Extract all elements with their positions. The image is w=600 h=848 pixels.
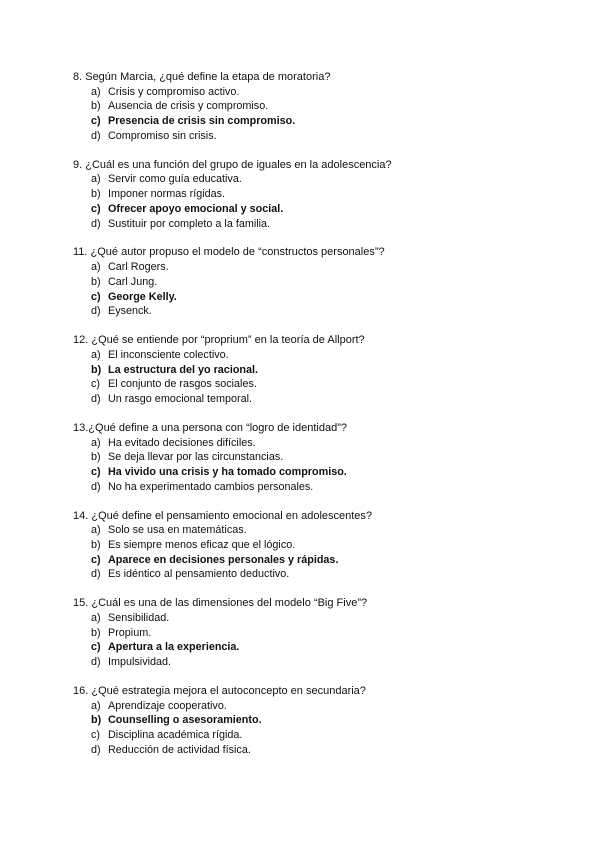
question-text: 9. ¿Cuál es una función del grupo de iguales en la adolescencia? bbox=[73, 158, 392, 171]
option-letter: a) bbox=[91, 173, 101, 186]
question-text: 8. Según Marcia, ¿qué define la etapa de moratoria? bbox=[73, 71, 331, 83]
option-letter: b) bbox=[91, 626, 101, 639]
option-text: Es idéntico al pensamiento deductivo. bbox=[108, 568, 290, 581]
option-letter: c) bbox=[91, 290, 101, 303]
option-text: El inconsciente colectivo. bbox=[108, 348, 229, 361]
option-letter: d) bbox=[91, 743, 101, 756]
option-text: Eysenck. bbox=[108, 305, 152, 318]
answer-option bbox=[73, 626, 580, 641]
option-letter: b) bbox=[91, 538, 101, 551]
option-letter: c) bbox=[91, 202, 101, 215]
answer-option bbox=[73, 187, 580, 202]
question-block bbox=[73, 509, 580, 583]
question-list bbox=[73, 70, 580, 772]
answer-option-correct bbox=[73, 290, 580, 305]
answer-option bbox=[73, 85, 580, 100]
option-text: Compromiso sin crisis. bbox=[108, 129, 217, 142]
option-letter: b) bbox=[91, 188, 101, 201]
option-letter: d) bbox=[91, 392, 101, 405]
option-text: Counselling o asesoramiento. bbox=[108, 714, 262, 727]
option-letter: c) bbox=[91, 378, 100, 391]
option-text: Imponer normas rígidas. bbox=[108, 188, 226, 201]
answer-option-correct bbox=[73, 114, 580, 129]
question-text: 13.¿Qué define a una persona con “logro de identidad”? bbox=[73, 421, 347, 434]
answer-option bbox=[73, 743, 580, 758]
answer-option bbox=[73, 260, 580, 275]
answer-option bbox=[73, 699, 580, 714]
answer-option bbox=[73, 392, 580, 407]
option-letter: c) bbox=[91, 115, 101, 128]
option-letter: a) bbox=[91, 436, 101, 449]
option-text: Sustituir por completo a la familia. bbox=[108, 217, 271, 230]
answer-option bbox=[73, 655, 580, 670]
answer-option bbox=[73, 538, 580, 553]
option-text: Impulsividad. bbox=[108, 656, 172, 669]
answer-option-correct bbox=[73, 713, 580, 728]
option-letter: a) bbox=[91, 85, 101, 98]
option-letter: b) bbox=[91, 451, 101, 464]
option-text: La estructura del yo racional. bbox=[108, 363, 259, 376]
option-text: Es siempre menos eficaz que el lógico. bbox=[108, 538, 296, 551]
option-letter: a) bbox=[91, 611, 101, 624]
option-letter: a) bbox=[91, 699, 101, 712]
answer-option bbox=[73, 611, 580, 626]
question-block bbox=[73, 684, 580, 758]
option-text: No ha experimentado cambios personales. bbox=[108, 480, 314, 493]
option-text: El conjunto de rasgos sociales. bbox=[108, 378, 257, 391]
answer-option bbox=[73, 129, 580, 144]
answer-option bbox=[73, 728, 580, 743]
question-block bbox=[73, 333, 580, 407]
answer-option-correct bbox=[73, 363, 580, 378]
answer-option-correct bbox=[73, 202, 580, 217]
answer-option bbox=[73, 172, 580, 187]
option-text: Ha vivido una crisis y ha tomado compromiso. bbox=[108, 465, 347, 478]
option-letter: d) bbox=[91, 129, 101, 142]
answer-option-correct bbox=[73, 465, 580, 480]
option-letter: b) bbox=[91, 275, 101, 288]
answer-option bbox=[73, 304, 580, 319]
answer-option-correct bbox=[73, 553, 580, 568]
option-letter: c) bbox=[91, 729, 100, 742]
answer-option bbox=[73, 217, 580, 232]
question-block bbox=[73, 158, 580, 232]
option-letter: b) bbox=[91, 363, 102, 376]
question-text: 12. ¿Qué se entiende por “proprium” en la teoría de Allport? bbox=[73, 334, 365, 347]
option-text: Aprendizaje cooperativo. bbox=[108, 699, 227, 712]
option-text: Apertura a la experiencia. bbox=[108, 641, 240, 654]
option-text: Un rasgo emocional temporal. bbox=[108, 392, 253, 405]
question-text: 16. ¿Qué estrategia mejora el autoconcepto en secundaria? bbox=[73, 684, 366, 697]
option-letter: d) bbox=[91, 217, 101, 230]
option-text: Carl Jung. bbox=[108, 275, 158, 288]
answer-option-correct bbox=[73, 640, 580, 655]
option-text: Aparece en decisiones personales y rápidas. bbox=[108, 553, 339, 566]
answer-option bbox=[73, 99, 580, 114]
option-letter: b) bbox=[91, 714, 102, 727]
option-text: Reducción de actividad física. bbox=[108, 743, 251, 756]
option-text: Propium. bbox=[108, 626, 152, 639]
option-text: Se deja llevar por las circunstancias. bbox=[108, 451, 284, 464]
option-letter: a) bbox=[91, 348, 101, 361]
answer-option bbox=[73, 275, 580, 290]
question-text: 14. ¿Qué define el pensamiento emocional en adolescentes? bbox=[73, 509, 373, 522]
option-text: Ha evitado decisiones difíciles. bbox=[108, 436, 256, 449]
answer-option bbox=[73, 567, 580, 582]
option-letter: c) bbox=[91, 641, 101, 654]
option-text: Carl Rogers. bbox=[108, 261, 169, 274]
answer-option bbox=[73, 348, 580, 363]
option-letter: d) bbox=[91, 568, 101, 581]
question-text: 15. ¿Cuál es una de las dimensiones del modelo “Big Five”? bbox=[73, 597, 368, 610]
question-block bbox=[73, 70, 580, 144]
option-text: Solo se usa en matemáticas. bbox=[108, 524, 247, 537]
option-letter: c) bbox=[91, 465, 101, 478]
option-text: Ofrecer apoyo emocional y social. bbox=[108, 202, 284, 215]
option-text: George Kelly. bbox=[108, 290, 177, 303]
option-letter: b) bbox=[91, 100, 101, 113]
option-text: Disciplina académica rígida. bbox=[108, 729, 243, 742]
question-block bbox=[73, 421, 580, 495]
question-block bbox=[73, 245, 580, 319]
answer-option bbox=[73, 436, 580, 451]
option-letter: c) bbox=[91, 553, 101, 566]
option-text: Sensibilidad. bbox=[108, 611, 170, 624]
answer-option bbox=[73, 480, 580, 495]
option-text: Presencia de crisis sin compromiso. bbox=[108, 115, 296, 128]
option-letter: d) bbox=[91, 656, 101, 669]
answer-option bbox=[73, 377, 580, 392]
option-letter: a) bbox=[91, 261, 101, 274]
option-letter: a) bbox=[91, 524, 101, 537]
option-text: Servir como guía educativa. bbox=[108, 173, 242, 186]
answer-option bbox=[73, 450, 580, 465]
question-text: 11. ¿Qué autor propuso el modelo de “constructos personales”? bbox=[73, 246, 385, 259]
option-text: Crisis y compromiso activo. bbox=[108, 85, 240, 98]
option-text: Ausencia de crisis y compromiso. bbox=[108, 100, 269, 113]
option-letter: d) bbox=[91, 480, 101, 493]
question-block bbox=[73, 596, 580, 670]
answer-option bbox=[73, 523, 580, 538]
option-letter: d) bbox=[91, 305, 101, 318]
